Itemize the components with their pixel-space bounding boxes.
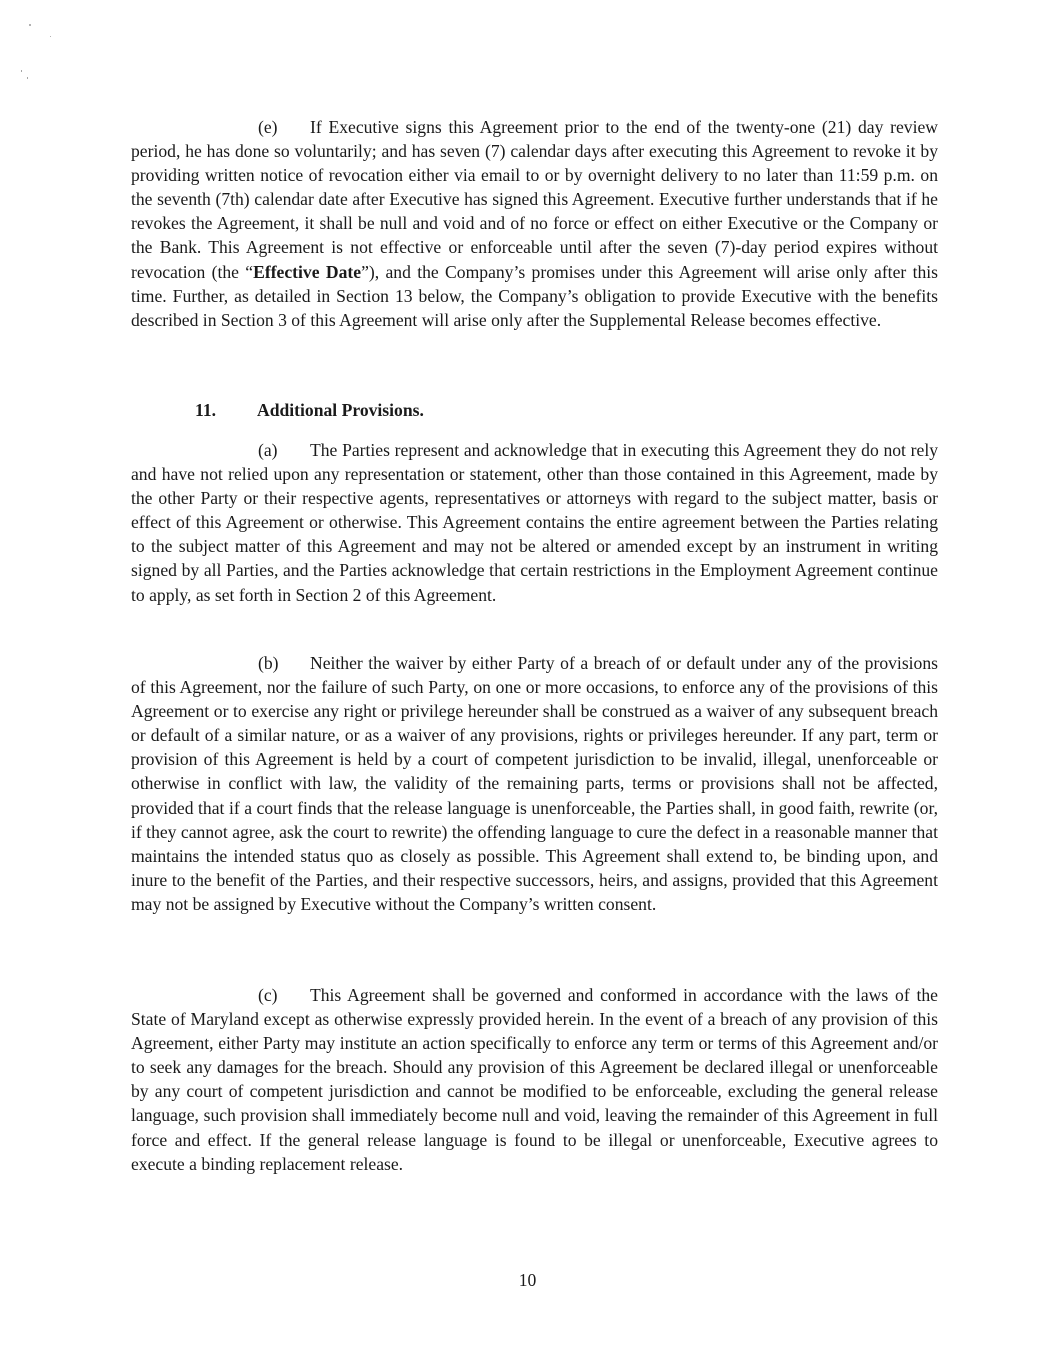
section-11-title: Additional Provisions.: [257, 400, 424, 420]
paragraph-b-label: (b): [258, 653, 279, 673]
paragraph-c: [131, 983, 938, 1176]
paragraph-b: [131, 651, 938, 916]
paragraph-c-text: This Agreement shall be governed and conformed in accordance with the laws of the State of Maryland except as otherwise expressly provided herein. In the event of a breach of any provision of this Agreement, either Party may institute an action specifically to enforce any term or terms of this Agreement and/or to seek any damages for the breach. Should any provision of this Agreement be declared illegal or unenforceable by any court of competent jurisdiction and cannot be modified to be enforceable, excluding the general release language, such provision shall immediately become null and void, leaving the remainder of this Agreement in full force and effect. If the general release language is found to be illegal or unenforceable, Executive agrees to execute a binding replacement release.: [131, 985, 938, 1174]
section-11-number: 11.: [195, 400, 217, 420]
paragraph-e-text-after-term: ”), and the Company’s promises under this Agreement will arise only after this time. Further, as detailed in Section 13 below, the Company’s obligation to provide Executive with the benefits described in Section 3 of this Agreement will arise only after the Supplemental Release becomes effective.: [131, 261, 939, 330]
paragraph-b-text: Neither the waiver by either Party of a breach of or default under any of the provisions of this Agreement, nor the failure of such Party, on one or more occasions, to enforce any of the provisions of this Agreement or to exercise any right or privilege hereunder shall be construed as a waiver of any subsequent breach or default of a similar nature, or as a waiver of any provisions, rights or privileges hereunder. If any part, term or provision of this Agreement is held by a court of competent jurisdiction to be invalid, illegal, unenforceable or otherwise in conflict with law, the validity of the remaining parts, terms or provisions shall not be affected, provided that if a court finds that the release language is unenforceable, the Parties shall, in good faith, rewrite (or, if they cannot agree, ask the court to rewrite) the offending language to cure the defect in a reasonable manner that maintains the intended status quo as closely as possible. This Agreement shall extend to, be binding upon, and inure to the benefit of the Parties, and their respective successors, heirs, and assigns, provided that this Agreement may not be assigned by Executive without the Company’s written consent.: [131, 653, 938, 914]
page-number: 10: [518, 1270, 537, 1290]
section-11-heading: [195, 400, 424, 421]
paragraph-a: [131, 438, 938, 607]
paragraph-e-text-before-term: If Executive signs this Agreement prior to the end of the twenty-one (21) day review period, he has done so voluntarily; and has seven (7) calendar days after executing this Agreement to revoke it by providing written notice of revocation either via email to or by overnight delivery to no later than 11:59 p.m. on the seventh (7th) calendar date after Executive has signed this Agreement. Executive further understands that if he revokes the Agreement, it shall be null and void and of no force or effect on either Executive or the Company or the Bank. This Agreement is not effective or enforceable until after the seven (7)-day period expires without revocation (the “: [131, 117, 938, 282]
paragraph-c-label: (c): [258, 985, 278, 1005]
paragraph-a-label: (a): [258, 440, 278, 460]
paragraph-e-label: (e): [258, 117, 278, 137]
effective-date-term: Effective Date: [253, 261, 362, 282]
paragraph-a-text: The Parties represent and acknowledge that in executing this Agreement they do not rely and have not relied upon any representation or statement, other than those contained in this Agreement, made by the other Party or their respective agents, representatives or attorneys with regard to the subject matter, basis or effect of this Agreement or otherwise. This Agreement contains the entire agreement between the Parties relating to the subject matter of this Agreement and may not be altered or amended except by an instrument in writing signed by all Parties, and the Parties acknowledge that certain restrictions in the Employment Agreement continue to apply, as set forth in Section 2 of this Agreement.: [131, 440, 938, 605]
paragraph-e: [131, 115, 938, 332]
